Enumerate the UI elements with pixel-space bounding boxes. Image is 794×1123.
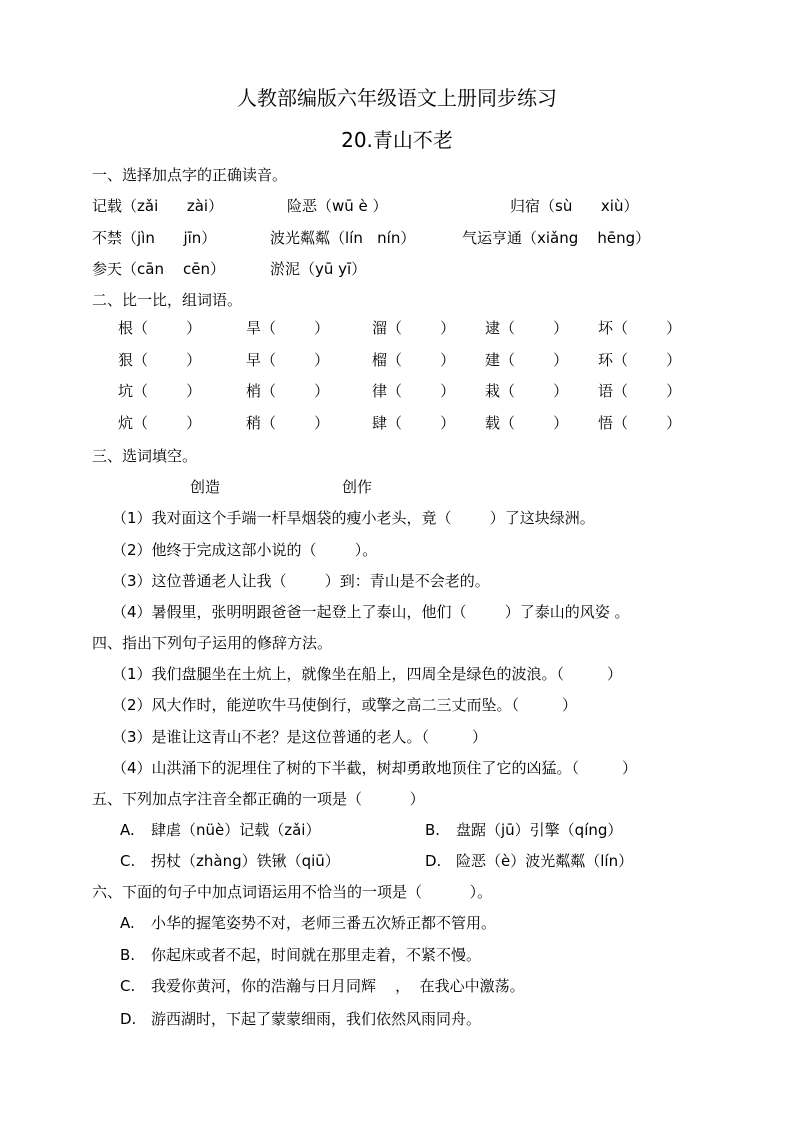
pinyin-item: 险恶（wū è ）	[287, 197, 388, 215]
pinyin-item: 参天（cān cēn）	[92, 260, 226, 278]
word-blank: 悟（ ）	[598, 413, 682, 432]
word-blank: 逮（ ）	[485, 319, 569, 337]
word-blank: 旱（ ）	[246, 319, 330, 337]
word-blank: 榴（ ）	[372, 350, 456, 369]
pinyin-item: 气运亨通（xiǎng hēng）	[462, 229, 651, 247]
pinyin-item: 不禁（jìn jīn）	[92, 229, 217, 247]
rhetoric-item: （4）山洪涌下的泥埋住了树的下半截，树却勇敢地顶住了它的凶猛。（ ）	[112, 759, 637, 777]
word-blank: 狠（ ）	[118, 350, 202, 369]
word-blank: 坑（ ）	[118, 382, 202, 400]
rhetoric-item: （3）是谁让这青山不老？是这位普通的老人。（ ）	[112, 728, 487, 746]
option-letter: A.	[120, 821, 135, 839]
pinyin-item: 归宿（sù xiù）	[510, 197, 639, 215]
section2-heading: 二、比一比，组词语。	[92, 291, 243, 309]
pinyin-item: 记载（zǎi zài）	[92, 197, 224, 215]
option-text: 我爱你黄河，你的浩瀚与日月同辉 ， 在我心中激荡。	[151, 977, 525, 995]
lesson-title: 20.青山不老	[341, 128, 453, 152]
word-blank: 早（ ）	[246, 350, 330, 369]
pinyin-item: 波光粼粼（lín nín）	[270, 229, 416, 247]
page-title: 人教部编版六年级语文上册同步练习	[237, 86, 557, 110]
section6-heading: 六、下面的句子中加点词语运用不恰当的一项是（ ）。	[92, 883, 493, 901]
word-blank: 坏（ ）	[598, 319, 682, 337]
section4-heading: 四、指出下列句子运用的修辞方法。	[92, 634, 333, 652]
option-text: 肆虐（nüè）记载（zǎi）	[151, 821, 321, 839]
rhetoric-item: （1）我们盘腿坐在土炕上，就像坐在船上，四周全是绿色的波浪。（ ）	[112, 665, 622, 683]
option-text: 小华的握笔姿势不对，老师三番五次矫正都不管用。	[151, 914, 497, 932]
word-blank: 稍（ ）	[246, 413, 330, 432]
word-blank: 根（ ）	[118, 319, 202, 337]
fill-item: （4）暑假里，张明明跟爸爸一起登上了泰山，他们（ ）了泰山的风姿 。	[112, 603, 630, 621]
option-text: 你起床或者不起，时间就在那里走着，不紧不慢。	[151, 946, 482, 964]
word-grid-row	[112, 318, 712, 350]
option-text: 盘踞（jū）引擎（qíng）	[456, 821, 623, 839]
option-text: 游西湖时，下起了蒙蒙细雨，我们依然风雨同舟。	[151, 1010, 482, 1028]
word-blank: 语（ ）	[598, 382, 682, 400]
word-grid	[112, 318, 712, 444]
word-blank: 炕（ ）	[118, 413, 202, 432]
fill-item: （3）这位普通老人让我（ ）到：青山是不会老的。	[112, 572, 490, 590]
word-grid-row	[112, 350, 712, 382]
section5-heading: 五、下列加点字注音全都正确的一项是（ ）	[92, 790, 425, 808]
word-grid-row	[112, 381, 712, 413]
option-letter: D.	[120, 1010, 137, 1028]
option-letter: C.	[120, 852, 136, 870]
option-letter: D.	[425, 852, 442, 870]
option-letter: B.	[425, 821, 441, 839]
fill-item: （1）我对面这个手端一杆旱烟袋的瘦小老头，竟（ ）了这块绿洲。	[112, 509, 595, 527]
word-blank: 律（ ）	[372, 382, 456, 400]
word-blank: 肆（ ）	[372, 413, 456, 432]
word-blank: 环（ ）	[598, 350, 682, 369]
word-blank: 溜（ ）	[372, 319, 456, 337]
option-letter: B.	[120, 946, 136, 964]
option-letter: A.	[120, 914, 135, 932]
section3-heading: 三、选词填空。	[92, 447, 198, 465]
section1-heading: 一、选择加点字的正确读音。	[92, 166, 288, 184]
word-blank: 载（ ）	[485, 413, 569, 432]
word-grid-row	[112, 413, 712, 445]
option-text: 拐杖（zhàng）铁锹（qiū）	[151, 852, 340, 870]
fill-item: （2）他终于完成这部小说的（ ）。	[112, 541, 378, 559]
word-blank: 建（ ）	[485, 350, 569, 369]
word-choice: 创作	[342, 478, 373, 496]
rhetoric-item: （2）风大作时，能逆吹牛马使倒行，或擎之高二三丈而坠。（ ）	[112, 696, 577, 714]
word-choice: 创造	[190, 478, 221, 496]
option-letter: C.	[120, 977, 136, 995]
option-text: 险恶（è）波光粼粼（lín）	[456, 852, 634, 870]
word-blank: 栽（ ）	[485, 382, 569, 400]
word-blank: 梢（ ）	[246, 382, 330, 400]
pinyin-item: 淤泥（yū yī）	[270, 260, 367, 278]
